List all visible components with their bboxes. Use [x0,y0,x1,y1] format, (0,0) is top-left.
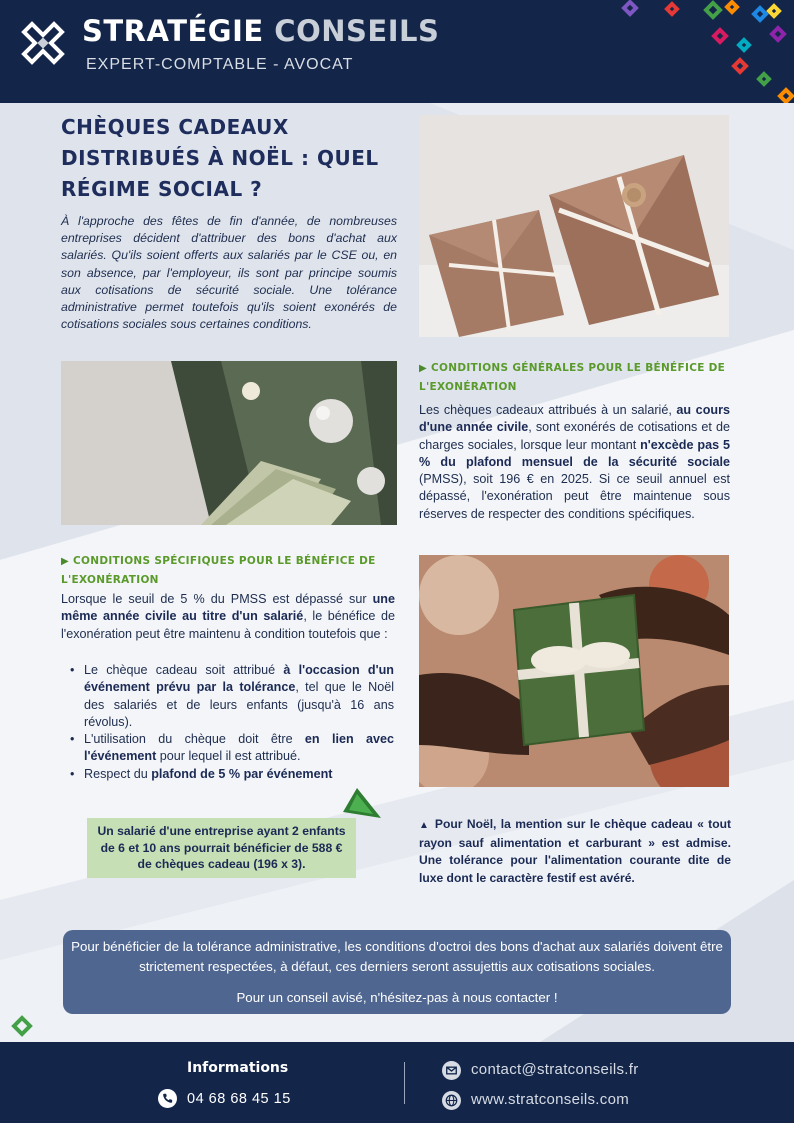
text-bold: une même année civile au titre d'un salarié [61,592,395,624]
text-run: Le chèque cadeau soit attribué [84,663,284,677]
note-text: Pour Noël, la mention sur le chèque cadeau « tout rayon sauf alimentation et carburant » est admise. Une tolérance pour l'alimentation courante dite de luxe dont le caractère festif est avéré. [419,817,731,885]
heading-specific-text: CONDITIONS SPÉCIFIQUES POUR LE BÉNÉFICE DE L'EXONÉRATION [61,555,376,586]
conditions-list [64,662,394,783]
arrow-icon: ▶ [61,556,69,567]
general-conditions-text [419,402,730,523]
list-item [64,662,394,731]
brand-subtitle: EXPERT-COMPTABLE - AVOCAT [86,56,354,73]
logo-icon [18,18,68,68]
text-bold: au cours d'une année civile [419,403,730,435]
conclusion-banner [63,930,731,1014]
christmas-note [419,816,731,887]
photo-christmas-tree-cash [61,361,397,525]
footer-info-label: Informations [187,1060,289,1076]
article-intro: À l'approche des fêtes de fin d'année, de nombreuses entreprises décident d'attribuer des bons d'achat aux salariés. Qu'ils soient offerts aux salariés par le CSE ou, en son absence, par l'employeur, ils sont par principe soumis aux cotisations de sécurité sociale. Une tolérance administrative permet toutefois qu'ils soient exonérés de cotisations sociales sous certaines conditions. [61,214,397,332]
globe-icon [442,1091,461,1110]
phone-icon [158,1089,177,1108]
arrow-icon: ▶ [419,363,427,374]
text-run: Lorsque le seuil de 5 % du PMSS est dépassé sur [61,592,373,606]
brand-part1: STRATÉGIE [82,14,264,48]
pointer-triangle-icon [343,786,383,826]
confetti-decoration [594,0,794,103]
text-run: (PMSS), soit 196 € en 2025. Si ce seuil annuel est dépassé, l'exonération peut être maintenue sous réserves de respecter des conditions spécifiques. [419,472,730,521]
text-bold: en lien avec l'événement [84,732,394,764]
text-bold: à l'occasion d'un événement prévu par la tolérance [84,663,394,695]
photo-gift-envelopes [419,115,729,337]
text-bold: n'excède pas 5 % du plafond mensuel de la sécurité sociale [419,437,730,469]
list-item [64,766,394,783]
footer-email[interactable]: contact@stratconseils.fr [471,1061,639,1078]
footer-website[interactable]: www.stratconseils.com [471,1091,630,1108]
banner-line2: Pour un conseil avisé, n'hésitez-pas à nous contacter ! [236,990,558,1005]
triangle-icon: ▲ [419,820,430,831]
example-box: Un salarié d'une entreprise ayant 2 enfants de 6 et 10 ans pourrait bénéficier de 588 € de chèques cadeau (196 x 3). [87,818,356,878]
text-run: Les chèques cadeaux attribués à un salarié, [419,403,677,417]
heading-general-conditions [419,359,731,397]
text-run: , le bénéfice de l'exonération peut être maintenu à condition toutefois que : [61,609,395,641]
specific-conditions-text [61,591,395,643]
banner-line1: Pour bénéficier de la tolérance administrative, les conditions d'octroi des bons d'achat aux salariés doivent être strictement respectées, à défaut, ces derniers seront assujettis aux cotisations sociales. [71,939,723,974]
heading-specific-conditions [61,552,395,590]
heading-general-text: CONDITIONS GÉNÉRALES POUR LE BÉNÉFICE DE L'EXONÉRATION [419,362,726,393]
brand-name [82,14,439,48]
text-run: Respect du [84,766,152,781]
header [0,0,794,103]
text-run: , sont exonérés de cotisations et de charges sociales, lorsque leur montant [419,420,731,452]
email-icon [442,1061,461,1080]
text-run: L'utilisation du chèque doit être [84,732,305,747]
text-run: pour lequel il est attribué. [156,749,301,764]
footer-phone[interactable]: 04 68 68 45 15 [187,1091,291,1107]
list-item [64,731,394,766]
brand-part2: CONSEILS [274,14,440,48]
text-run: , tel que le Noël des salariés et de leurs enfants (jusqu'à 16 ans révolus). [84,680,395,729]
footer [0,1042,794,1123]
footer-divider [404,1062,405,1104]
article-title: CHÈQUES CADEAUX DISTRIBUÉS À NOËL : QUEL RÉGIME SOCIAL ? [61,115,379,201]
text-bold: plafond de 5 % par événement [151,766,333,781]
photo-gift-exchange [419,555,729,787]
